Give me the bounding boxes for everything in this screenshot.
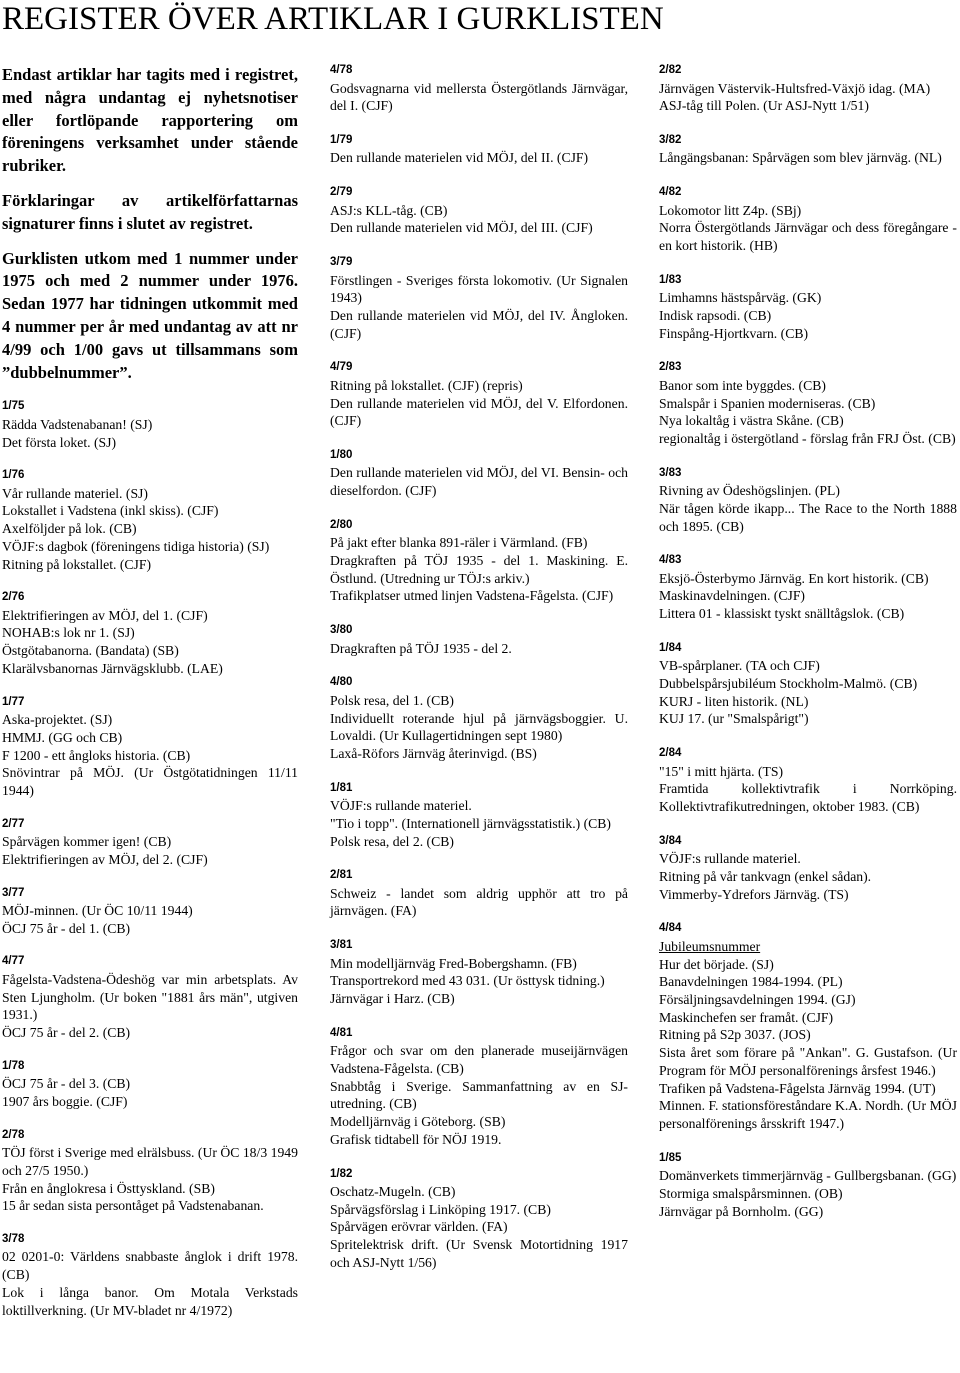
issue-section bbox=[659, 745, 957, 816]
article-entry: 02 0201-0: Världens snabbaste ånglok i drift 1978. (CB) bbox=[2, 1249, 298, 1283]
article-entry: Dragkraften på TÖJ 1935 - del 1. Maskining. E. Östlund. (Utredning ur TÖJ:s arkiv.) bbox=[330, 553, 628, 586]
issue-number: 1/79 bbox=[330, 133, 353, 146]
issue-section bbox=[659, 833, 957, 904]
issue-section bbox=[2, 885, 298, 938]
article-entry: Vimmerby-Ydrefors Järnväg. (TS) bbox=[659, 886, 849, 902]
article-entry: VÖJF:s dagbok (föreningens tidiga historia) (SJ) bbox=[2, 538, 270, 554]
article-entry: Elektrifieringen av MÖJ, del 1. (CJF) bbox=[2, 607, 208, 623]
article-entry: Elektrifieringen av MÖJ, del 2. (CJF) bbox=[2, 851, 208, 867]
article-entry: NOHAB:s lok nr 1. (SJ) bbox=[2, 625, 135, 641]
issue-number: 3/82 bbox=[659, 133, 682, 146]
issue-number: 4/84 bbox=[659, 922, 682, 935]
article-entry: Finspång-Hjortkvarn. (CB) bbox=[659, 325, 809, 341]
issue-section bbox=[2, 589, 298, 677]
article-entry: Den rullande materielen vid MÖJ, del V. Elfordonen. (CJF) bbox=[330, 395, 628, 429]
issue-number: 2/79 bbox=[330, 186, 353, 199]
issue-number: 1/83 bbox=[659, 273, 682, 286]
article-entry: ÖCJ 75 år - del 3. (CB) bbox=[2, 1076, 131, 1092]
article-entry: Det första loket. (SJ) bbox=[2, 434, 117, 450]
article-entry: 15 år sedan sista persontåget på Vadstenabanan. bbox=[2, 1198, 264, 1214]
article-entry: Lokomotor litt Z4p. (SBj) bbox=[659, 202, 802, 218]
article-entry: Dubbelspårsjubiléum Stockholm-Malmö. (CB) bbox=[659, 676, 918, 692]
article-entry: Sista året som förare på "Ankan". G. Gustafson. (Ur Program för MÖJ personalförenings årsfest 1946.) bbox=[659, 1045, 957, 1078]
article-entry: Norra Östergötlands Järnvägar och dess föregångare - en kort historik. (HB) bbox=[659, 220, 957, 254]
issue-number: 4/80 bbox=[330, 676, 353, 689]
article-entry: Spårvägsförslag i Linköping 1917. (CB) bbox=[330, 1201, 551, 1217]
article-entry: Den rullande materielen vid MÖJ, del II. (CJF) bbox=[330, 150, 589, 166]
issue-section bbox=[659, 920, 957, 1132]
column-1-sections bbox=[2, 398, 298, 1319]
article-entry: regionaltåg i östergötland - förslag från FRJ Öst. (CB) bbox=[659, 430, 956, 446]
article-entry: På jakt efter blanka 891-räler i Värmland. (FB) bbox=[330, 535, 588, 551]
article-entry: Aska-projektet. (SJ) bbox=[2, 712, 113, 728]
issue-number: 3/83 bbox=[659, 466, 682, 479]
article-entry: Spårvägen kommer igen! (CB) bbox=[2, 834, 172, 850]
article-entry: Maskinchefen ser framåt. (CJF) bbox=[659, 1009, 834, 1025]
column-2 bbox=[330, 62, 628, 1289]
article-entry: Littera 01 - klassiskt tyskt snälltågslok. (CB) bbox=[659, 606, 905, 622]
issue-section bbox=[330, 622, 628, 657]
issue-section bbox=[330, 1025, 628, 1149]
article-entry: TÖJ först i Sverige med elrälsbuss. (Ur ÖC 18/3 1949 och 27/5 1950.) bbox=[2, 1145, 298, 1178]
intro-paragraph: Gurklisten utkom med 1 nummer under 1975 och med 2 nummer under 1976. Sedan 1977 har tidningen utkommit med 4 nummer per år med undantag av att nr 4/99 och 1/00 gavs ut tillsammans som ”dubbelnummer”. bbox=[2, 248, 298, 382]
article-entry: Från en ånglokresa i Östtyskland. (SB) bbox=[2, 1180, 215, 1196]
article-entry: VÖJF:s rullande materiel. bbox=[659, 851, 801, 867]
article-entry: Min modelljärnväg Fred-Bobergshamn. (FB) bbox=[330, 955, 577, 971]
issue-section bbox=[2, 467, 298, 573]
issue-number: 1/84 bbox=[659, 641, 682, 654]
article-entry: Modelljärnväg i Göteborg. (SB) bbox=[330, 1114, 506, 1130]
article-entry: Oschatz-Mugeln. (CB) bbox=[330, 1184, 456, 1200]
issue-number: 1/78 bbox=[2, 1059, 25, 1072]
article-entry: Snövintrar på MÖJ. (Ur Östgötatidningen 11/11 1944) bbox=[2, 765, 298, 798]
issue-section bbox=[330, 447, 628, 500]
issue-section bbox=[2, 1127, 298, 1215]
issue-section bbox=[330, 254, 628, 342]
article-entry: KUJ 17. (ur "Smalspårigt") bbox=[659, 711, 809, 727]
article-entry: Indisk rapsodi. (CB) bbox=[659, 307, 772, 323]
issue-number: 1/76 bbox=[2, 469, 25, 482]
article-entry: Godsvagnarna vid mellersta Östergötlands Järnvägar, del I. (CJF) bbox=[330, 80, 628, 114]
article-entry: Järnvägen Västervik-Hultsfred-Växjö idag. (MA) bbox=[659, 80, 931, 96]
article-entry: När tågen körde ikapp... The Race to the North 1888 och 1895. (CB) bbox=[659, 500, 957, 534]
issue-number: 1/80 bbox=[330, 448, 353, 461]
article-entry: VB-spårplaner. (TA och CJF) bbox=[659, 658, 820, 674]
article-entry: Smalspår i Spanien moderniseras. (CB) bbox=[659, 395, 876, 411]
article-entry: Framtida kollektivtrafik i Norrköping. Kollektivtrafikutredningen, oktober 1983. (CB) bbox=[659, 781, 957, 815]
article-entry: Snabbtåg i Sverige. Sammanfattning av en SJ-utredning. (CB) bbox=[330, 1078, 628, 1112]
issue-section bbox=[659, 62, 957, 115]
issue-section bbox=[2, 398, 298, 451]
article-entry: Fågelsta-Vadstena-Ödeshög var min arbetsplats. Av Sten Ljungholm. (Ur boken "1881 års män", utgiven 1931.) bbox=[2, 971, 298, 1023]
article-entry: VÖJF:s rullande materiel. bbox=[330, 798, 472, 814]
issue-section bbox=[659, 465, 957, 536]
issue-number: 3/78 bbox=[2, 1232, 25, 1245]
article-entry: Dragkraften på TÖJ 1935 - del 2. bbox=[330, 640, 512, 656]
article-entry: HMMJ. (GG och CB) bbox=[2, 729, 123, 745]
article-entry: Maskinavdelningen. (CJF) bbox=[659, 588, 805, 604]
article-entry: Eksjö-Österbymo Järnväg. En kort historik. (CB) bbox=[659, 570, 929, 586]
issue-number: 1/75 bbox=[2, 400, 25, 413]
article-entry: Banavdelningen 1984-1994. (PL) bbox=[659, 974, 843, 990]
issue-section bbox=[659, 132, 957, 167]
issue-number: 1/85 bbox=[659, 1151, 682, 1164]
issue-section bbox=[2, 1058, 298, 1111]
article-entry: Nya lokaltåg i västra Skåne. (CB) bbox=[659, 413, 844, 429]
issue-section bbox=[330, 937, 628, 1008]
article-entry: Frågor och svar om den planerade museijärnvägen Vadstena-Fågelsta. (CB) bbox=[330, 1043, 628, 1076]
issue-section bbox=[330, 132, 628, 167]
article-entry: Hur det började. (SJ) bbox=[659, 956, 774, 972]
issue-number: 3/77 bbox=[2, 886, 25, 899]
issue-section bbox=[659, 184, 957, 255]
article-entry: "15" i mitt hjärta. (TS) bbox=[659, 763, 784, 779]
issue-number: 4/78 bbox=[330, 64, 353, 76]
article-entry: Stormiga smalspårsminnen. (OB) bbox=[659, 1185, 843, 1201]
article-entry: Klarälvsbanornas Järnvägsklubb. (LAE) bbox=[2, 660, 223, 676]
issue-number: 3/79 bbox=[330, 256, 353, 269]
article-entry: Individuellt roterande hjul på järnvägsboggier. U. Lovaldi. (Ur Kullagertidningen sept 1980) bbox=[330, 710, 628, 744]
article-entry: Trafikplatser utmed linjen Vadstena-Fågelsta. (CJF) bbox=[330, 588, 614, 604]
article-entry: "Tio i topp". (Internationell järnvägsstatistik.) (CB) bbox=[330, 815, 611, 831]
issue-number: 4/79 bbox=[330, 361, 353, 374]
article-entry: Domänverkets timmerjärnväg - Gullbergsbanan. (GG) bbox=[659, 1168, 957, 1184]
issue-section bbox=[330, 674, 628, 762]
column-1 bbox=[2, 64, 298, 1335]
column-3 bbox=[659, 62, 957, 1237]
issue-section bbox=[330, 867, 628, 920]
article-entry: Vår rullande materiel. (SJ) bbox=[2, 485, 148, 501]
issue-number: 2/80 bbox=[330, 518, 353, 531]
article-entry: KURJ - liten historik. (NL) bbox=[659, 693, 809, 709]
article-entry: Järnvägar i Harz. (CB) bbox=[330, 991, 455, 1007]
issue-number: 4/77 bbox=[2, 955, 25, 968]
issue-number: 4/83 bbox=[659, 554, 682, 567]
issue-section bbox=[659, 552, 957, 623]
article-entry: Långängsbanan: Spårvägen som blev järnväg. (NL) bbox=[659, 150, 942, 166]
article-entry: MÖJ-minnen. (Ur ÖC 10/11 1944) bbox=[2, 903, 193, 919]
article-entry: Järnvägar på Bornholm. (GG) bbox=[659, 1203, 824, 1219]
article-entry: Axelföljder på lok. (CB) bbox=[2, 521, 137, 537]
issue-number: 2/81 bbox=[330, 869, 353, 882]
article-entry: Limhamns hästspårväg. (GK) bbox=[659, 290, 822, 306]
intro bbox=[2, 64, 298, 384]
issue-number: 3/80 bbox=[330, 624, 353, 637]
issue-number: 2/76 bbox=[2, 591, 25, 604]
article-entry: Polsk resa, del 2. (CB) bbox=[330, 833, 454, 849]
article-entry: Lokstallet i Vadstena (inkl skiss). (CJF) bbox=[2, 503, 219, 519]
issue-number: 1/81 bbox=[330, 781, 353, 794]
article-entry: 1907 års boggie. (CJF) bbox=[2, 1093, 128, 1109]
issue-number: 2/84 bbox=[659, 747, 682, 760]
article-entry: Spårvägen erövrar världen. (FA) bbox=[330, 1219, 508, 1235]
article-entry: Banor som inte byggdes. (CB) bbox=[659, 377, 826, 393]
issue-number: 2/77 bbox=[2, 817, 25, 830]
issue-number: 4/81 bbox=[330, 1026, 353, 1039]
issue-number: 3/84 bbox=[659, 834, 682, 847]
article-entry: Jubileumsnummer bbox=[659, 938, 761, 954]
issue-section bbox=[2, 1231, 298, 1319]
article-entry: Trafiken på Vadstena-Fågelsta Järnväg 1994. (UT) bbox=[659, 1080, 936, 1096]
article-entry: Den rullande materielen vid MÖJ, del III. (CJF) bbox=[330, 220, 593, 236]
page-title: REGISTER ÖVER ARTIKLAR I GURKLISTEN bbox=[2, 1, 664, 37]
article-entry: Spritelektrisk drift. (Ur Svensk Motortidning 1917 och ASJ-Nytt 1/56) bbox=[330, 1237, 628, 1270]
article-entry: ASJ-tåg till Polen. (Ur ASJ-Nytt 1/51) bbox=[659, 98, 869, 114]
article-entry: Ritning på lokstallet. (CJF) (repris) bbox=[330, 377, 523, 393]
issue-section bbox=[330, 1166, 628, 1272]
article-entry: Lok i långa banor. Om Motala Verkstads loktillverkning. (Ur MV-bladet nr 4/1972) bbox=[2, 1284, 298, 1318]
column-2-sections bbox=[330, 62, 628, 1272]
article-entry: Laxå-Röfors Järnväg återinvigd. (BS) bbox=[330, 745, 537, 761]
issue-number: 2/83 bbox=[659, 361, 682, 374]
article-entry: Den rullande materielen vid MÖJ, del IV. Ångloken. (CJF) bbox=[330, 307, 628, 341]
issue-section bbox=[2, 816, 298, 869]
issue-section bbox=[330, 517, 628, 605]
intro-paragraph: Förklaringar av artikelförfattarnas signaturer finns i slutet av registret. bbox=[2, 190, 298, 233]
column-3-sections bbox=[659, 62, 957, 1220]
article-entry: Rädda Vadstenabanan! (SJ) bbox=[2, 416, 153, 432]
issue-section bbox=[659, 640, 957, 728]
article-entry: Ritning på vår tankvagn (enkel sådan). bbox=[659, 868, 872, 884]
issue-section bbox=[330, 184, 628, 237]
issue-section bbox=[659, 272, 957, 343]
article-entry: Östgötabanorna. (Bandata) (SB) bbox=[2, 643, 179, 659]
article-entry: ASJ:s KLL-tåg. (CB) bbox=[330, 202, 448, 218]
issue-number: 2/78 bbox=[2, 1128, 25, 1141]
intro-paragraph: Endast artiklar har tagits med i registret, med några undantag ej nyhetsnotiser eller fortlöpande rapportering om föreningens verksamhet under stående rubriker. bbox=[2, 65, 298, 176]
article-entry: Försäljningsavdelningen 1994. (GJ) bbox=[659, 992, 856, 1007]
article-entry: Grafisk tidtabell för NÖJ 1919. bbox=[330, 1131, 502, 1147]
issue-section bbox=[659, 359, 957, 447]
issue-number: 4/82 bbox=[659, 186, 682, 199]
article-entry: F 1200 - ett ångloks historia. (CB) bbox=[2, 747, 191, 763]
issue-section bbox=[2, 694, 298, 800]
article-entry: Den rullande materielen vid MÖJ, del VI. Bensin- och dieselfordon. (CJF) bbox=[330, 465, 628, 499]
issue-number: 3/81 bbox=[330, 939, 353, 952]
article-entry: Schweiz - landet som aldrig upphör att tro på järnvägen. (FA) bbox=[330, 885, 628, 919]
issue-section bbox=[2, 953, 298, 1041]
issue-number: 1/77 bbox=[2, 695, 25, 708]
article-entry: Ritning på S2p 3037. (JOS) bbox=[659, 1027, 811, 1043]
article-entry: ÖCJ 75 år - del 1. (CB) bbox=[2, 920, 131, 936]
article-entry: Ritning på lokstallet. (CJF) bbox=[2, 556, 152, 572]
issue-section bbox=[330, 62, 628, 115]
article-entry: Minnen. F. stationsföreståndare K.A. Nordh. (Ur MÖJ personalförenings årsskrift 1947.) bbox=[659, 1098, 957, 1131]
issue-section bbox=[659, 1150, 957, 1221]
issue-section bbox=[330, 780, 628, 851]
article-entry: Förstlingen - Sveriges första lokomotiv. (Ur Signalen 1943) bbox=[330, 272, 628, 306]
article-entry: Transportrekord med 43 031. (Ur östtysk tidning.) bbox=[330, 973, 605, 989]
issue-number: 2/82 bbox=[659, 64, 682, 76]
article-entry: ÖCJ 75 år - del 2. (CB) bbox=[2, 1025, 131, 1041]
article-entry: Polsk resa, del 1. (CB) bbox=[330, 692, 454, 708]
issue-section bbox=[330, 359, 628, 430]
issue-number: 1/82 bbox=[330, 1167, 353, 1180]
article-entry: Rivning av Ödeshögslinjen. (PL) bbox=[659, 483, 840, 499]
